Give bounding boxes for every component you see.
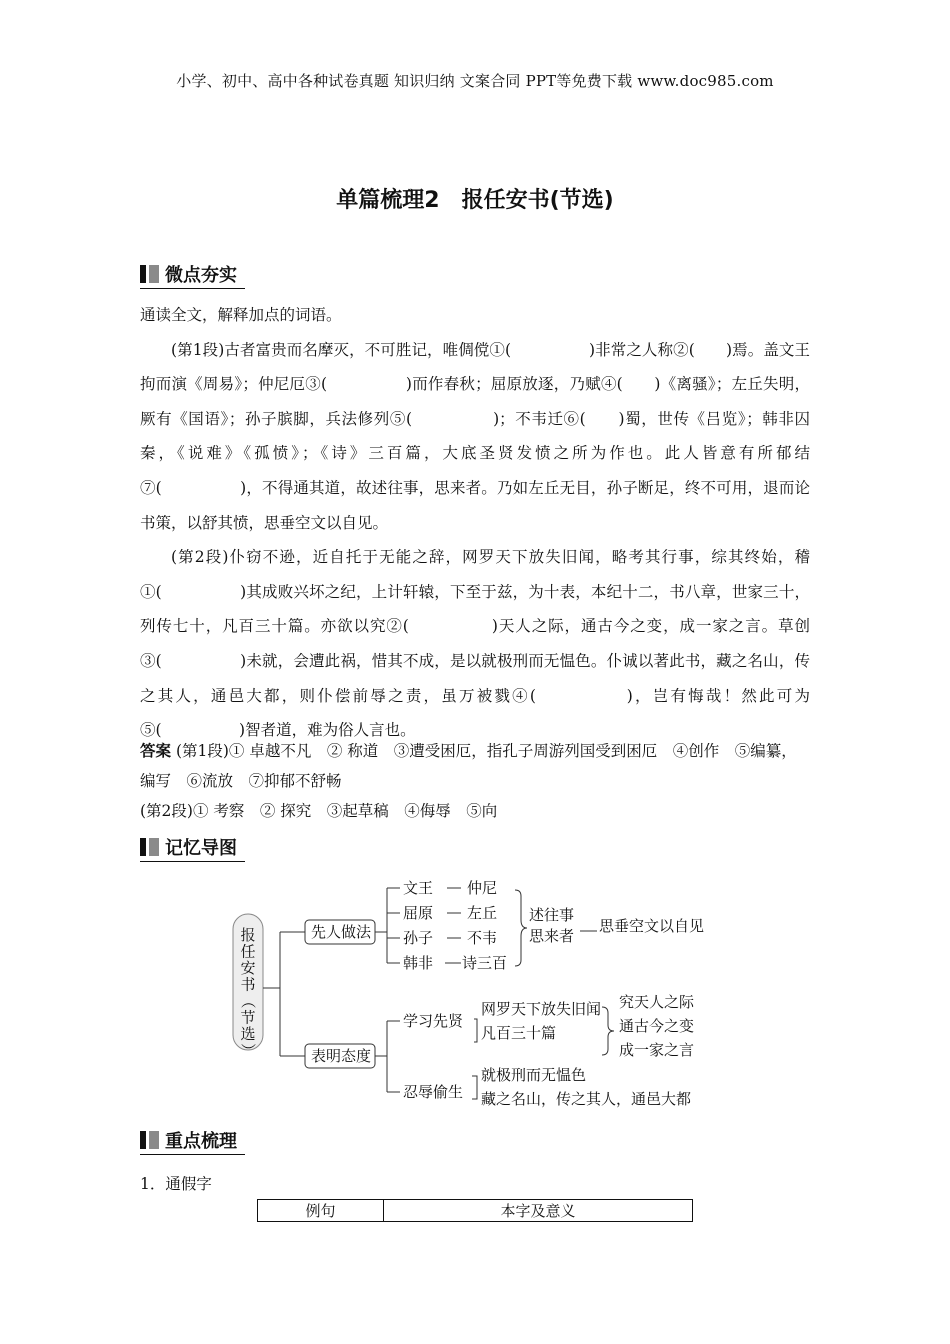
goal-3: 成一家之言 — [619, 1041, 695, 1059]
heading-marker-icon — [140, 265, 146, 283]
pair-right-2: 左丘 — [467, 904, 498, 922]
pair-right-1: 仲尼 — [467, 879, 498, 897]
table-header-cell: 例句 — [258, 1200, 384, 1222]
table-header-cell: 本字及意义 — [384, 1200, 693, 1222]
section-heading-3: 重点梳理 — [140, 1128, 237, 1152]
mindmap-root-char: 报 — [240, 926, 256, 944]
page-title: 单篇梳理2 报任安书(节选) — [336, 188, 614, 213]
passage — [140, 298, 810, 748]
mind-map — [225, 870, 725, 1115]
sub2-item-1: 就极刑而无愠色 — [481, 1066, 587, 1084]
paragraph-2: (第2段)仆窃不逊，近自托于无能之辞，网罗天下放失旧闻，略考其行事，综其终始，稽①( )其成败兴坏之纪，上计轩辕，下至于兹，为十表，本纪十二，书八章，世家三十，列传七十，凡百三十篇。亦欲以究②( )天人之际，通古今之变，成一家之言。草创③( )未就，会遭此祸，惜其不成，是以就极刑而无愠色。仆诚以著此书，藏之名山，传之其人，通邑大都，则仆偿前辱之责，虽万被戮④( )，岂有悔哉！然此可为⑤( )智者道，难为俗人言也。 — [140, 548, 810, 740]
sub1-item-1: 网罗天下放失旧闻 — [481, 1000, 602, 1018]
pair-right-4: 诗三百 — [462, 954, 508, 972]
heading-marker-icon — [149, 265, 159, 283]
mindmap-result: 思垂空文以自见 — [599, 917, 705, 935]
mindmap-root-char: 安 — [240, 959, 256, 977]
goal-1: 究天人之际 — [619, 993, 695, 1011]
pair-left-1: 文王 — [403, 879, 434, 897]
mindmap-root-char: 书 — [240, 975, 256, 994]
instruction: 通读全文，解释加点的词语。 — [140, 306, 342, 324]
sub1-item-2: 凡百三十篇 — [481, 1024, 557, 1042]
mindmap-summary-1: 述往事 — [529, 906, 575, 924]
mindmap-branch-1: 先人做法 — [311, 923, 372, 941]
heading-marker-icon — [149, 838, 159, 856]
answer-block — [140, 736, 810, 826]
table-row — [258, 1200, 693, 1222]
mindmap-sub-1: 学习先贤 — [403, 1012, 464, 1030]
mindmap-branch-2: 表明态度 — [311, 1047, 372, 1065]
heading-marker-icon — [140, 838, 146, 856]
answer-line-2: (第2段)① 考察 ② 探究 ③起草稿 ④侮辱 ⑤向 — [140, 802, 498, 820]
section-heading-2: 记忆导图 — [140, 835, 237, 859]
paragraph-1: (第1段)古者富贵而名摩灭，不可胜记，唯倜傥①( )非常之人称②( )焉。盖文王拘而演《周易》；仲尼厄③( )而作春秋；屈原放逐，乃赋④( )《离骚》；左丘失明，厥有《国语》；孙子膑脚，兵法修列⑤( )；不韦迁⑥( )蜀，世传《吕览》；韩非囚秦，《说难》《孤愤》；《诗》三百篇，大底圣贤发愤之所为作也。此人皆意有所郁结⑦( )，不得通其道，故述往事，思来者。乃如左丘无目，孙子断足，终不可用，退而论书策，以舒其愤，思垂空文以自见。 — [140, 340, 810, 532]
list-item-heading: 1．通假字 — [140, 1175, 212, 1193]
sub2-item-2: 藏之名山，传之其人，通邑大都 — [481, 1090, 692, 1108]
mindmap-root-char: 节 — [240, 1008, 256, 1027]
mindmap-root-char: 任 — [240, 942, 256, 961]
section-heading-1: 微点夯实 — [140, 262, 237, 286]
mindmap-root-char: 选 — [240, 1025, 256, 1043]
answer-line-1: (第1段)① 卓越不凡 ② 称道 ③遭受困厄，指孔子周游列国受到困厄 ④创作 ⑤编纂，编写 ⑥流放 ⑦抑郁不舒畅 — [140, 742, 797, 790]
pair-left-2: 屈原 — [403, 904, 434, 922]
goal-2: 通古今之变 — [619, 1017, 695, 1035]
heading-marker-icon — [140, 1131, 146, 1149]
pair-right-3: 不韦 — [467, 929, 498, 947]
example-table — [257, 1199, 693, 1222]
answer-label: 答案 — [140, 742, 172, 760]
mindmap-summary-2: 思来者 — [529, 927, 575, 945]
mindmap-root-char: ） — [239, 1042, 257, 1059]
mindmap-sub-2: 忍辱偷生 — [403, 1083, 464, 1101]
pair-left-4: 韩非 — [403, 954, 434, 972]
pair-left-3: 孙子 — [403, 929, 434, 947]
page-header: 小学、初中、高中各种试卷真题 知识归纳 文案合同 PPT等免费下载 www.doc985.com — [176, 72, 774, 90]
mindmap-root-char: （ — [239, 993, 257, 1009]
heading-marker-icon — [149, 1131, 159, 1149]
